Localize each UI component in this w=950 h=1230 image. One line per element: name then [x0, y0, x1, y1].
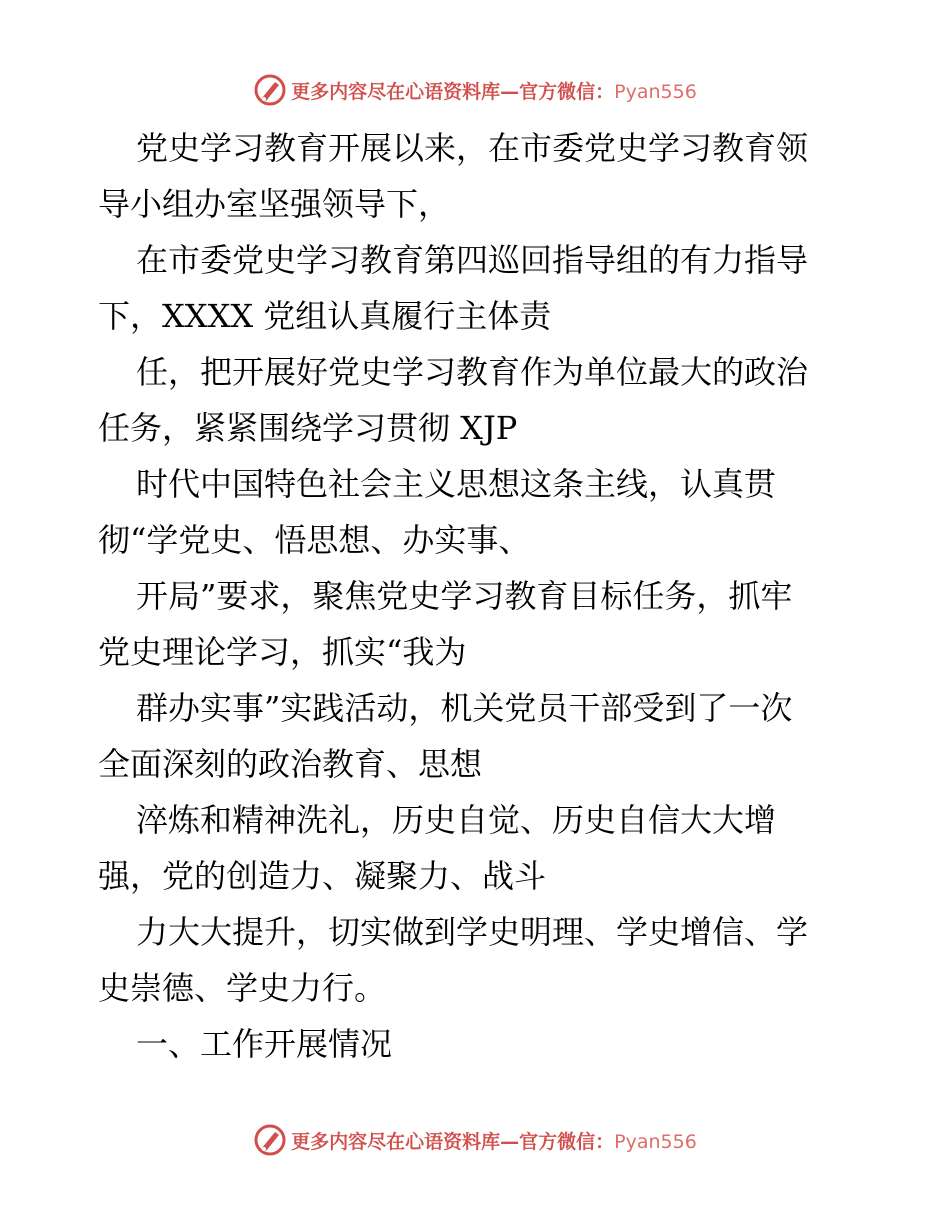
text-line: 任，把开展好党史学习教育作为单位最大的政治 [136, 353, 809, 391]
header-watermark [0, 70, 950, 110]
text-line: 一、工作开展情况 [136, 1025, 393, 1063]
footer-watermark [0, 1120, 950, 1160]
pen-logo-icon [253, 1123, 287, 1157]
text-line: 下，XXXX 党组认真履行主体责 [98, 297, 552, 335]
text-line: 时代中国特色社会主义思想这条主线，认真贯 [136, 465, 777, 503]
pen-logo-icon [253, 73, 287, 107]
text-line: 任务，紧紧围绕学习贯彻 XJP [98, 409, 518, 447]
watermark-id: Pyan556 [614, 1130, 697, 1153]
body-text [98, 120, 858, 1072]
text-line: 彻“学党史、悟思想、办实事、 [98, 521, 531, 559]
text-line: 淬炼和精神洗礼，历史自觉、历史自信大大增 [136, 801, 777, 839]
text-line: 党史理论学习，抓实“我为 [98, 633, 467, 671]
text-line: 群办实事”实践活动，机关党员干部受到了一次 [136, 689, 793, 727]
text-line: 开局”要求，聚焦党史学习教育目标任务，抓牢 [136, 577, 793, 615]
text-line: 力大大提升，切实做到学史明理、学史增信、学 [136, 913, 809, 951]
watermark-text: 更多内容尽在心语资料库—官方微信：Pyan556 [291, 80, 697, 103]
text-line: 在市委党史学习教育第四巡回指导组的有力指导 [136, 241, 809, 279]
watermark-id: Pyan556 [614, 80, 697, 103]
text-line: 导小组办室坚强领导下， [98, 185, 451, 223]
text-line: 全面深刻的政治教育、思想 [98, 745, 483, 783]
text-line: 强，党的创造力、凝聚力、战斗 [98, 857, 547, 895]
text-line: 党史学习教育开展以来，在市委党史学习教育领 [136, 129, 809, 167]
text-line: 史崇德、学史力行。 [98, 969, 387, 1007]
watermark-text: 更多内容尽在心语资料库—官方微信：Pyan556 [291, 1130, 697, 1153]
